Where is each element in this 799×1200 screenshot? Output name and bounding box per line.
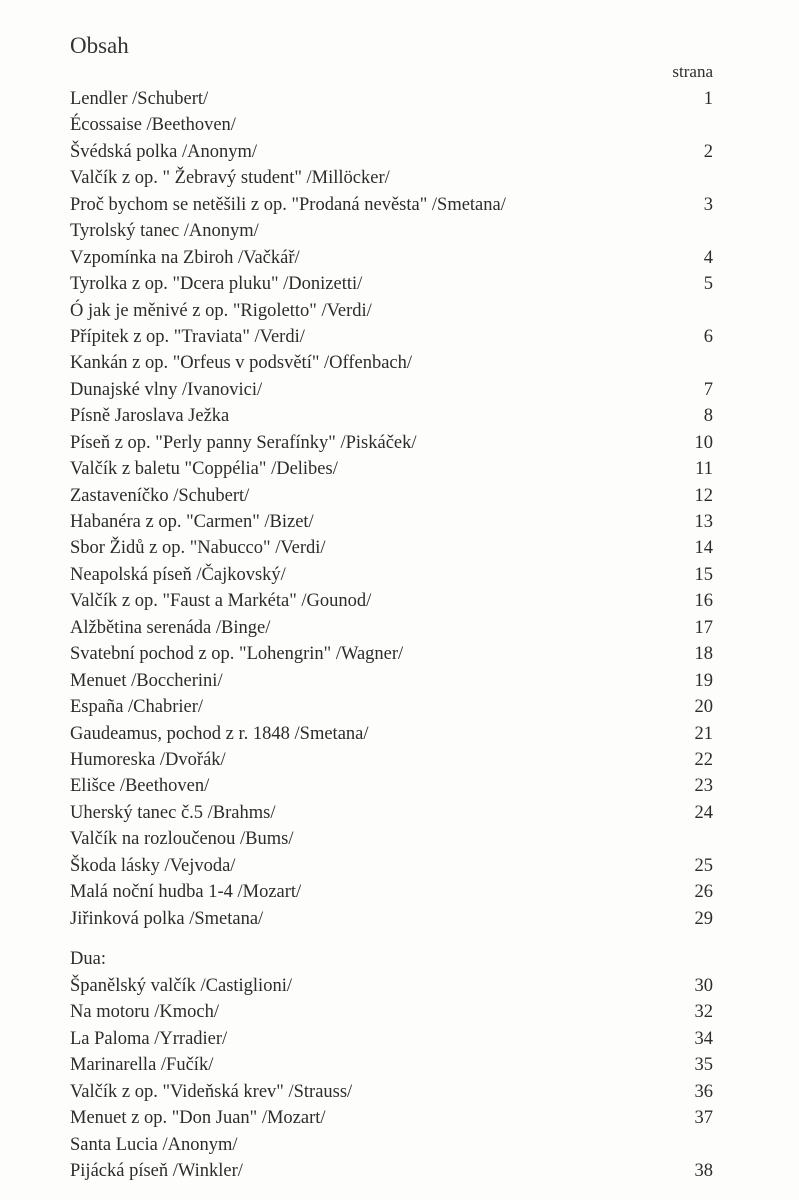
entry-title: Kankán z op. "Orfeus v podsvětí" /Offenbach/ bbox=[70, 353, 413, 374]
toc-entry bbox=[70, 694, 713, 720]
entry-title: Lendler /Schubert/ bbox=[70, 89, 209, 109]
toc-entry bbox=[70, 192, 713, 218]
entry-page: 23 bbox=[694, 776, 713, 797]
entry-title: Neapolská píseň /Čajkovský/ bbox=[70, 564, 286, 585]
entry-title: Gaudeamus, pochod z r. 1848 /Smetana/ bbox=[70, 723, 369, 744]
entry-page: 3 bbox=[703, 194, 713, 215]
entry-title: Proč bychom se netěšili z op. "Prodaná nevěsta" /Smetana/ bbox=[70, 194, 506, 215]
toc-entry bbox=[70, 826, 713, 852]
entry-page: 29 bbox=[694, 908, 713, 929]
entry-page: 35 bbox=[694, 1055, 713, 1076]
toc-entry bbox=[70, 1158, 713, 1184]
contents-list bbox=[70, 86, 713, 932]
entry-title: Valčík na rozloučenou /Bums/ bbox=[70, 829, 294, 850]
entry-page: 1 bbox=[703, 89, 713, 109]
page-title: Obsah bbox=[70, 33, 129, 58]
entry-title: Tyrolka z op. "Dcera pluku" /Donizetti/ bbox=[70, 274, 363, 295]
entry-title: Písně Jaroslava Ježka bbox=[70, 406, 230, 427]
toc-entry bbox=[70, 853, 713, 879]
entry-page: 5 bbox=[703, 274, 713, 295]
entry-page: 37 bbox=[694, 1108, 713, 1129]
entry-title: Humoreska /Dvořák/ bbox=[70, 749, 226, 770]
entry-title: Valčík z op. " Žebravý student" /Millöcker/ bbox=[70, 168, 390, 189]
entry-title: Píseň z op. "Perly panny Serafínky" /Piskáček/ bbox=[70, 432, 417, 453]
entry-title: Santa Lucia /Anonym/ bbox=[70, 1134, 238, 1155]
entry-title: Valčík z baletu "Coppélia" /Delibes/ bbox=[70, 459, 338, 480]
entry-page: 10 bbox=[694, 432, 713, 453]
toc-entry bbox=[70, 1026, 713, 1052]
entry-title: Valčík z op. "Videňská krev" /Strauss/ bbox=[70, 1081, 353, 1102]
entry-title: Alžbětina serenáda /Binge/ bbox=[70, 617, 271, 638]
toc-entry bbox=[70, 298, 713, 324]
entry-page: 26 bbox=[694, 882, 713, 903]
entry-title: Ó jak je měnivé z op. "Rigoletto" /Verdi/ bbox=[70, 300, 372, 321]
entry-page: 16 bbox=[694, 591, 713, 612]
entry-page: 11 bbox=[695, 459, 713, 480]
entry-page: 22 bbox=[694, 749, 713, 770]
toc-entry bbox=[70, 509, 713, 535]
toc-entry bbox=[70, 271, 713, 297]
toc-entry bbox=[70, 456, 713, 482]
toc-entry bbox=[70, 86, 713, 112]
entry-title: Menuet z op. "Don Juan" /Mozart/ bbox=[70, 1108, 326, 1129]
entry-title: Na motoru /Kmoch/ bbox=[70, 1002, 220, 1023]
entry-title: Jiřinková polka /Smetana/ bbox=[70, 908, 264, 929]
toc-entry bbox=[70, 403, 713, 429]
toc-entry bbox=[70, 139, 713, 165]
entry-page: 6 bbox=[703, 326, 713, 347]
entry-title: Vzpomínka na Zbiroh /Vačkář/ bbox=[70, 247, 300, 268]
entry-title: Malá noční hudba 1-4 /Mozart/ bbox=[70, 882, 302, 903]
entry-title: La Paloma /Yrradier/ bbox=[70, 1028, 228, 1049]
toc-entry bbox=[70, 773, 713, 799]
entry-title: Svatební pochod z op. "Lohengrin" /Wagner/ bbox=[70, 644, 404, 665]
toc-entry bbox=[70, 1132, 713, 1158]
toc-entry bbox=[70, 245, 713, 271]
toc-entry bbox=[70, 112, 713, 138]
entry-title: Menuet /Boccherini/ bbox=[70, 670, 223, 691]
entry-page: 38 bbox=[694, 1161, 713, 1182]
toc-entry bbox=[70, 535, 713, 561]
entry-page: 24 bbox=[694, 802, 713, 823]
toc-entry bbox=[70, 615, 713, 641]
entry-title: Marinarella /Fučík/ bbox=[70, 1055, 214, 1076]
entry-page: 34 bbox=[694, 1028, 713, 1049]
entry-page: 14 bbox=[694, 538, 713, 559]
entry-page: 25 bbox=[694, 855, 713, 876]
entry-page: 15 bbox=[694, 564, 713, 585]
toc-entry bbox=[70, 800, 713, 826]
entry-page: 2 bbox=[703, 141, 713, 162]
toc-entry bbox=[70, 879, 713, 905]
entry-title: Sbor Židů z op. "Nabucco" /Verdi/ bbox=[70, 538, 326, 559]
toc-entry bbox=[70, 747, 713, 773]
toc-entry bbox=[70, 562, 713, 588]
entry-page: 7 bbox=[703, 379, 713, 400]
section-heading-dua: Dua: bbox=[70, 949, 106, 969]
entry-page: 21 bbox=[694, 723, 713, 744]
toc-entry bbox=[70, 165, 713, 191]
entry-title: Pijácká píseň /Winkler/ bbox=[70, 1161, 243, 1182]
toc-entry bbox=[70, 1105, 713, 1131]
entry-title: Uherský tanec č.5 /Brahms/ bbox=[70, 802, 276, 823]
entry-page: 17 bbox=[694, 617, 713, 638]
toc-entry bbox=[70, 483, 713, 509]
toc-entry bbox=[70, 721, 713, 747]
toc-entry bbox=[70, 218, 713, 244]
toc-entry bbox=[70, 350, 713, 376]
entry-page: 36 bbox=[694, 1081, 713, 1102]
entry-page: 4 bbox=[703, 247, 713, 268]
toc-entry bbox=[70, 668, 713, 694]
entry-title: Zastaveníčko /Schubert/ bbox=[70, 485, 250, 506]
entry-page: 30 bbox=[694, 976, 713, 996]
entry-page: 19 bbox=[694, 670, 713, 691]
entry-title: Elišce /Beethoven/ bbox=[70, 776, 210, 797]
toc-entry bbox=[70, 430, 713, 456]
page-column-header: strana bbox=[672, 62, 713, 81]
entry-page: 12 bbox=[694, 485, 713, 506]
dua-contents-list bbox=[70, 973, 713, 1185]
toc-entry bbox=[70, 324, 713, 350]
entry-page: 8 bbox=[703, 406, 713, 427]
toc-entry bbox=[70, 973, 713, 999]
entry-title: Habanéra z op. "Carmen" /Bizet/ bbox=[70, 512, 314, 532]
entry-title: Přípitek z op. "Traviata" /Verdi/ bbox=[70, 326, 305, 347]
entry-title: Tyrolský tanec /Anonym/ bbox=[70, 221, 259, 242]
entry-title: Švédská polka /Anonym/ bbox=[70, 141, 258, 162]
toc-entry bbox=[70, 1079, 713, 1105]
toc-entry bbox=[70, 588, 713, 614]
toc-entry bbox=[70, 1052, 713, 1078]
toc-entry bbox=[70, 906, 713, 932]
entry-title: Valčík z op. "Faust a Markéta" /Gounod/ bbox=[70, 591, 372, 612]
entry-title: Écossaise /Beethoven/ bbox=[70, 115, 236, 136]
entry-title: España /Chabrier/ bbox=[70, 697, 204, 718]
entry-page: 20 bbox=[694, 697, 713, 718]
toc-entry bbox=[70, 377, 713, 403]
entry-title: Španělský valčík /Castiglioni/ bbox=[70, 976, 292, 996]
entry-page: 32 bbox=[694, 1002, 713, 1023]
entry-page: 18 bbox=[694, 644, 713, 665]
entry-title: Dunajské vlny /Ivanovici/ bbox=[70, 379, 263, 400]
entry-title: Škoda lásky /Vejvoda/ bbox=[70, 855, 236, 876]
toc-entry bbox=[70, 999, 713, 1025]
toc-entry bbox=[70, 641, 713, 667]
entry-page: 13 bbox=[694, 512, 713, 532]
